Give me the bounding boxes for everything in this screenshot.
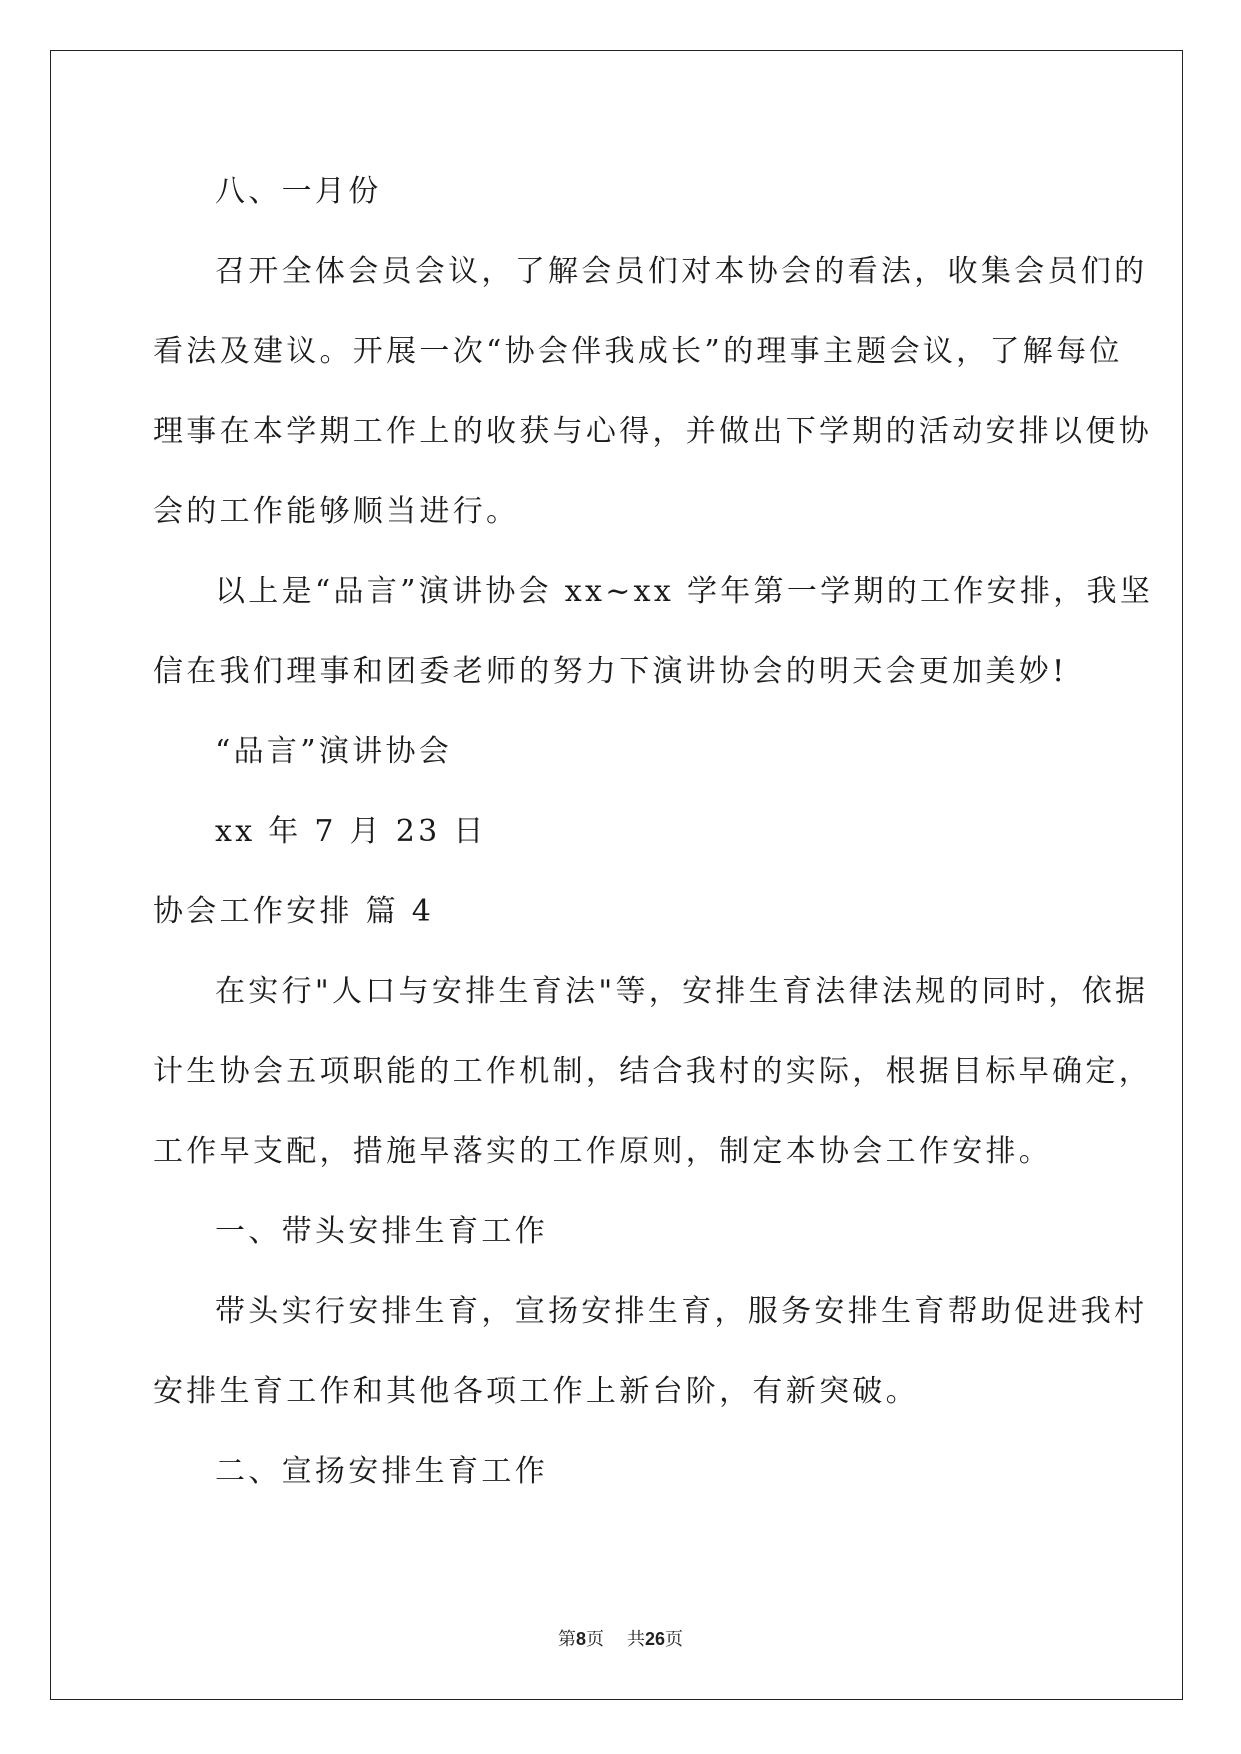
paragraph-line: 看法及建议。开展一次“协会伴我成长”的理事主题会议，了解每位 (153, 334, 1123, 369)
footer-total-prefix: 共 (626, 1629, 645, 1650)
section-heading-2: 二、宣扬安排生育工作 (215, 1454, 548, 1489)
page-footer (0, 1627, 1241, 1652)
footer-total-pages: 26 (644, 1629, 665, 1649)
section-heading-1: 一、带头安排生育工作 (215, 1214, 548, 1249)
paragraph-line: 工作早支配，措施早落实的工作原则，制定本协会工作安排。 (153, 1134, 1053, 1169)
paragraph-line: 计生协会五项职能的工作机制，结合我村的实际，根据目标早确定， (153, 1054, 1152, 1089)
paragraph-line: 以上是“品言”演讲协会 xx~xx 学年第一学期的工作安排，我坚 (215, 574, 1154, 609)
paragraph-line: 安排生育工作和其他各项工作上新台阶，有新突破。 (153, 1374, 919, 1409)
section-heading-8: 八、一月份 (215, 174, 382, 209)
paragraph-line: 会的工作能够顺当进行。 (153, 494, 520, 529)
signature-organization: “品言”演讲协会 (215, 734, 453, 769)
footer-page-number: 8 (576, 1629, 587, 1649)
signature-date: xx 年 7 月 23 日 (215, 814, 487, 849)
paragraph-line: 理事在本学期工作上的收获与心得，并做出下学期的活动安排以便协 (153, 414, 1152, 449)
paragraph-line: 信在我们理事和团委老师的努力下演讲协会的明天会更加美妙! (153, 654, 1068, 689)
footer-page-suffix: 页 (586, 1629, 605, 1650)
footer-page-prefix: 第 (558, 1629, 577, 1650)
article-title: 协会工作安排 篇 4 (153, 894, 435, 929)
paragraph-line: 在实行"人口与安排生育法"等，安排生育法律法规的同时，依据 (215, 974, 1149, 1009)
footer-total-suffix: 页 (664, 1629, 683, 1650)
paragraph-line: 带头实行安排生育，宣扬安排生育，服务安排生育帮助促进我村 (215, 1294, 1148, 1329)
paragraph-line: 召开全体会员会议，了解会员们对本协会的看法，收集会员们的 (215, 254, 1148, 289)
